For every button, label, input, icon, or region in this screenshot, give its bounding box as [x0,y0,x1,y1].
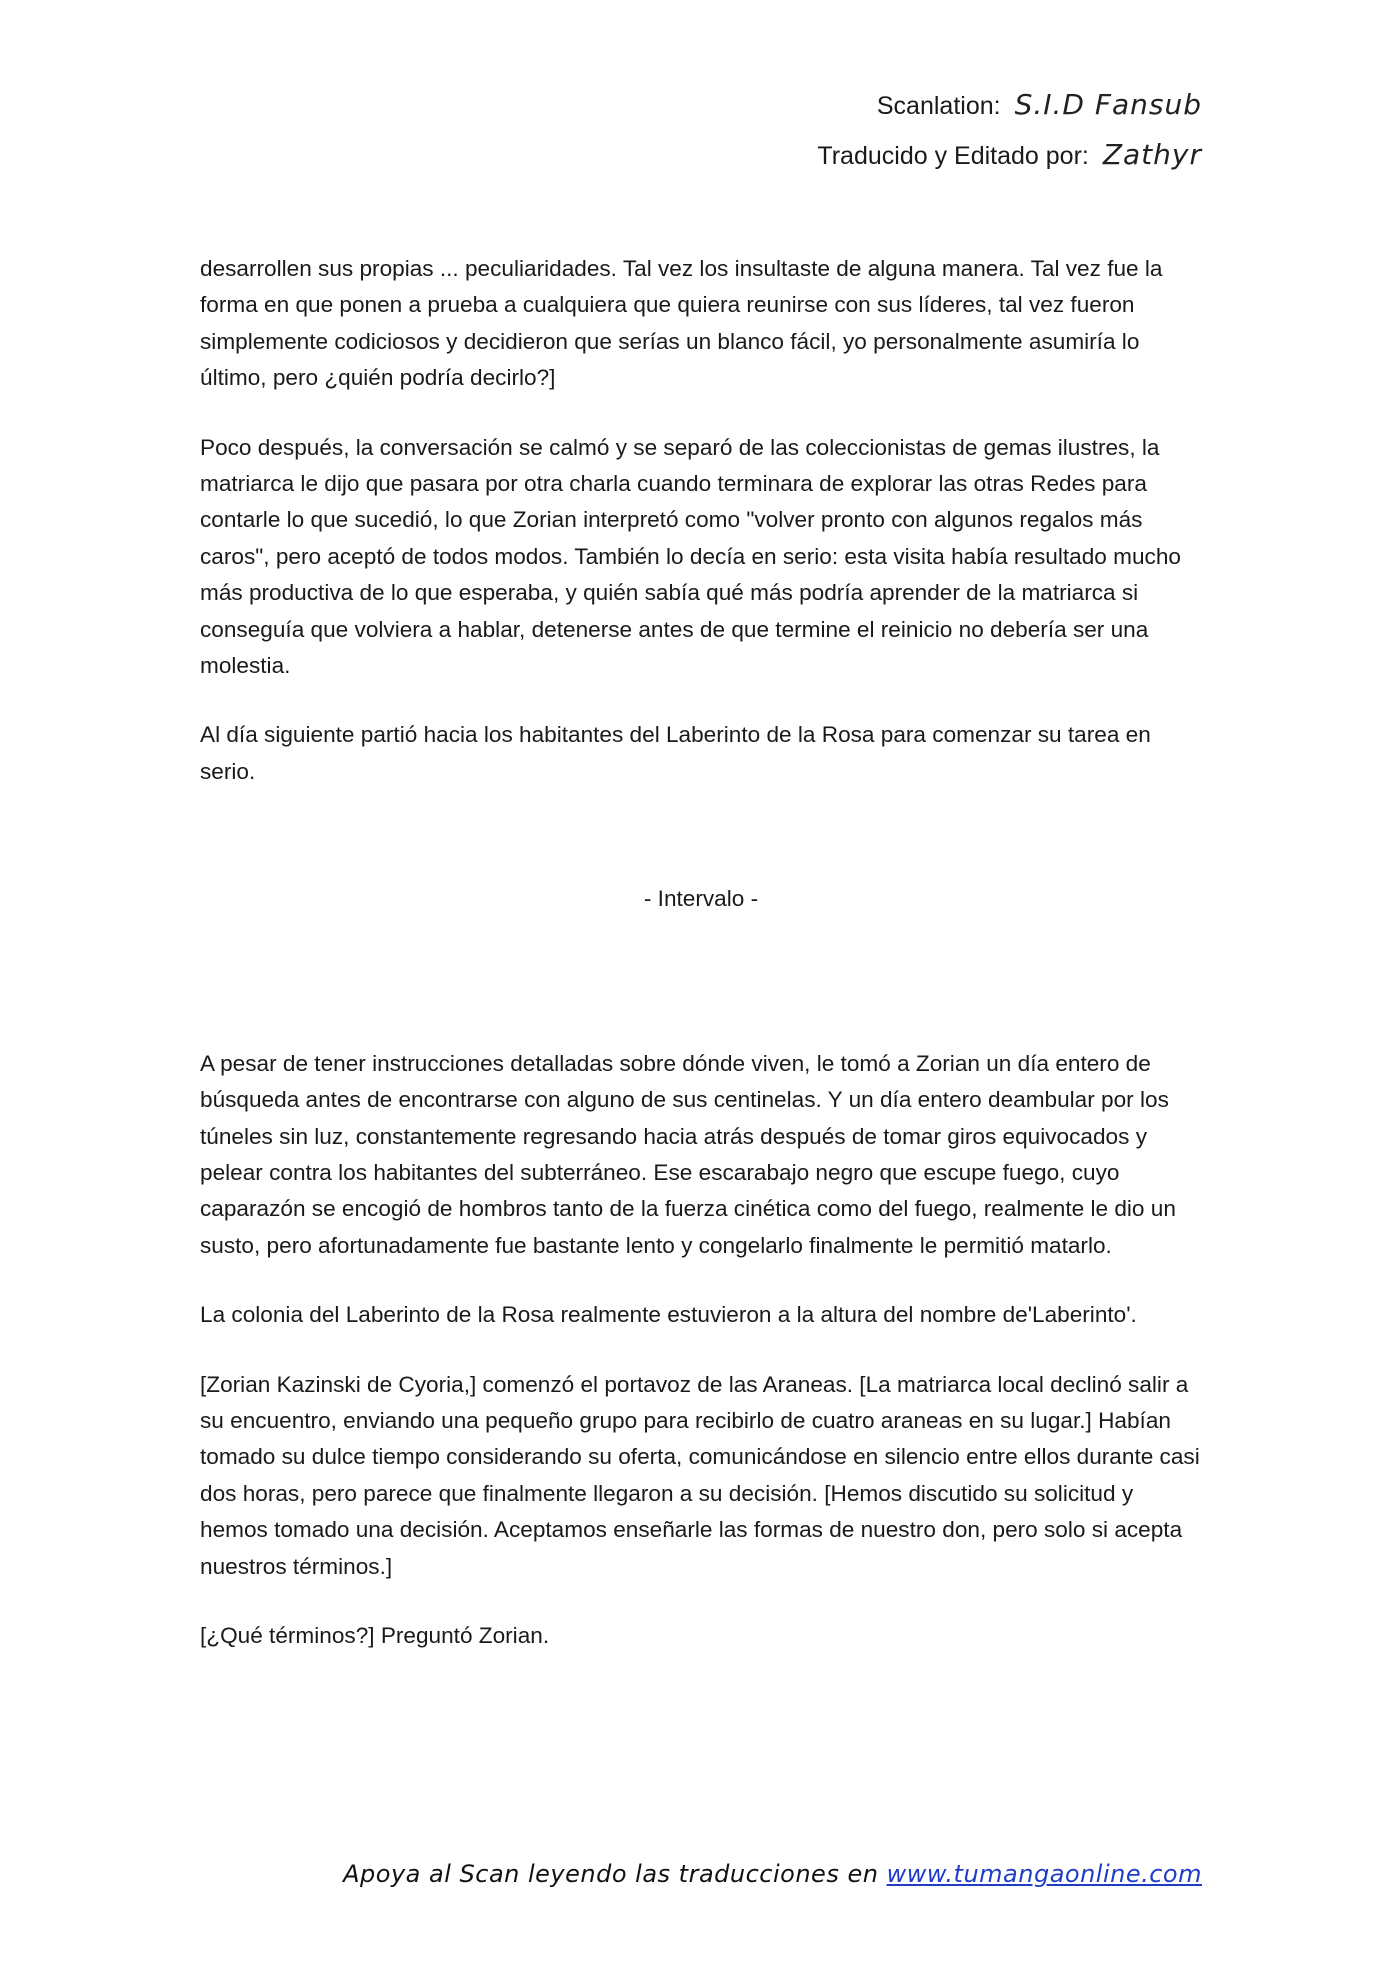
document-body [200,251,1202,1687]
paragraph: La colonia del Laberinto de la Rosa realmente estuvieron a la altura del nombre de'Laberinto'. [200,1302,1137,1328]
section-divider: - Intervalo - [643,886,759,912]
footer-link[interactable]: www.tumangaonline.com [886,1860,1202,1888]
paragraph: desarrollen sus propias ... peculiaridades. Tal vez los insultaste de alguna manera. Tal vez fue la forma en que ponen a prueba a cualquiera que quiera reunirse con sus líderes, tal vez fueron simplemente codiciosos y decidieron que serías un blanco fácil, yo personalmente asumiría lo último, pero ¿quién podría decirlo?] [200,256,1163,391]
page-header [817,88,1202,188]
paragraph: [Zorian Kazinski de Cyoria,] comenzó el portavoz de las Araneas. [La matriarca local declinó salir a su encuentro, enviando una pequeño grupo para recibirlo de cuatro araneas en su lugar.] Habían tomado su dulce tiempo considerando su oferta, comunicándose en silencio entre ellos durante casi dos horas, pero parece que finalmente llegaron a su decisión. [Hemos discutido su solicitud y hemos tomado una decisión. Aceptamos enseñarle las formas de nuestro don, pero solo si acepta nuestros términos.] [200,1371,1200,1579]
translator-name: Zathyr [1102,138,1202,171]
translator-label: Traducido y Editado por: [817,142,1089,170]
paragraph: Al día siguiente partió hacia los habitantes del Laberinto de la Rosa para comenzar su tarea en serio. [200,722,1151,784]
scanlation-group: S.I.D Fansub [1014,88,1202,121]
paragraph: [¿Qué términos?] Preguntó Zorian. [200,1622,550,1648]
page-footer [343,1860,1202,1888]
translator-credit [817,138,1202,188]
scanlation-label: Scanlation: [876,92,1001,120]
footer-text: Apoya al Scan leyendo las traducciones en [343,1860,879,1888]
scanlation-credit [817,88,1202,138]
paragraph: Poco después, la conversación se calmó y se separó de las coleccionistas de gemas ilustres, la matriarca le dijo que pasara por otra charla cuando terminara de explorar las otras Redes para contarle lo que sucedió, lo que Zorian interpretó como "volver pronto con algunos regalos más caros", pero aceptó de todos modos. También lo decía en serio: esta visita había resultado mucho más productiva de lo que esperaba, y quién sabía qué más podría aprender de la matriarca si conseguía que volviera a hablar, detenerse antes de que termine el reinicio no debería ser una molestia. [200,434,1181,679]
paragraph: A pesar de tener instrucciones detalladas sobre dónde viven, le tomó a Zorian un día entero de búsqueda antes de encontrarse con alguno de sus centinelas. Y un día entero deambular por los túneles sin luz, constantemente regresando hacia atrás después de tomar giros equivocados y pelear contra los habitantes del subterráneo. Ese escarabajo negro que escupe fuego, cuyo caparazón se encogió de hombros tanto de la fuerza cinética como del fuego, realmente le dio un susto, pero afortunadamente fue bastante lento y congelarlo finalmente le permitió matarlo. [200,1050,1176,1258]
